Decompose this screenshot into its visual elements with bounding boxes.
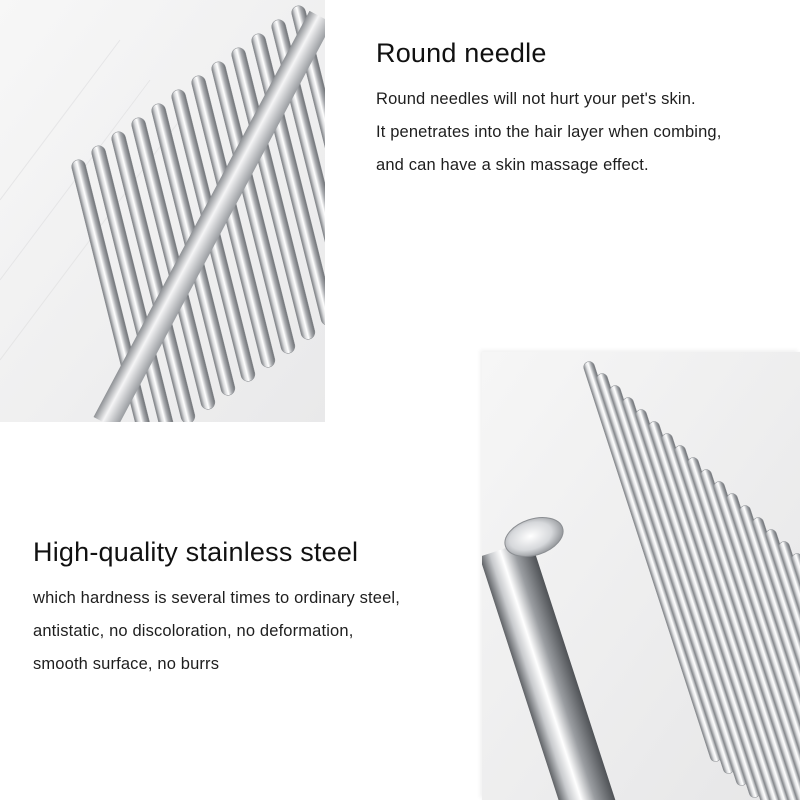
feature-round-needle (376, 38, 791, 182)
feature-stainless-steel (33, 537, 473, 681)
feature-description-line: antistatic, no discoloration, no deformation, (33, 622, 354, 640)
feature-description-line: Round needles will not hurt your pet's skin. (376, 90, 696, 108)
comb-spine-illustration (482, 352, 800, 800)
feature-heading: Round needle (376, 38, 547, 68)
comb-teeth-photo-top (0, 0, 325, 422)
comb-teeth-illustration (0, 0, 325, 422)
feature-description-line: which hardness is several times to ordinary steel, (33, 589, 400, 607)
feature-description-line: and can have a skin massage effect. (376, 156, 649, 174)
feature-description-line: smooth surface, no burrs (33, 655, 220, 673)
comb-spine-photo-bottom (482, 352, 800, 800)
feature-heading: High-quality stainless steel (33, 537, 359, 567)
feature-description-line: It penetrates into the hair layer when combing, (376, 123, 722, 141)
